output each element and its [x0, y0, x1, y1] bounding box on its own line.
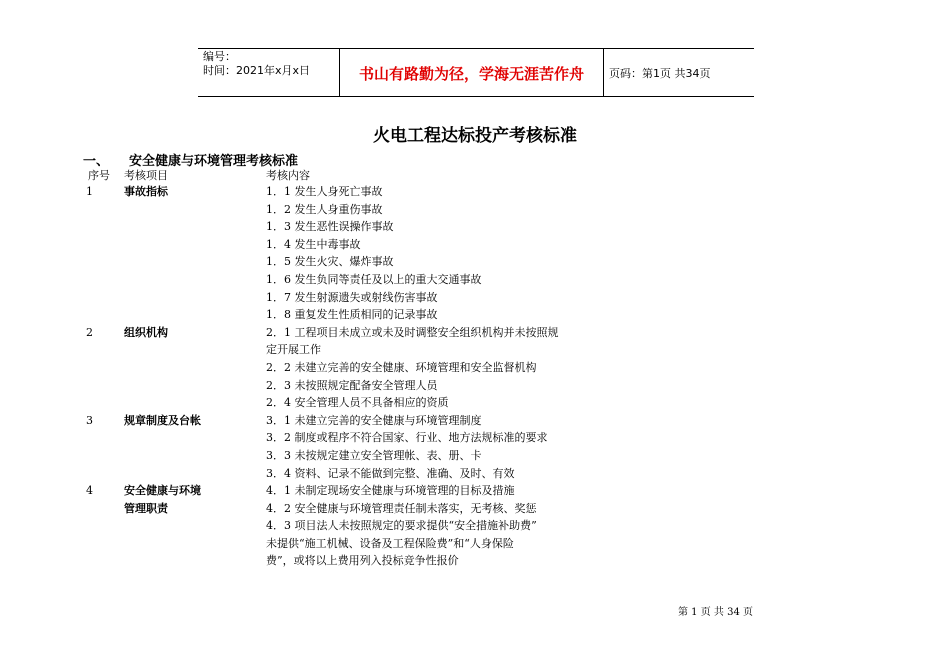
- row-category: 组织机构: [124, 325, 168, 339]
- content-item: 1．8 重复发生性质相同的记录事故: [266, 308, 438, 322]
- number-label: 编号：: [203, 50, 236, 63]
- content-item: 3．4 资料、记录不能做到完整、准确、及时、有效: [266, 466, 515, 480]
- content-item: 1．7 发生射源遗失或射线伤害事故: [266, 290, 438, 304]
- content-item: 4．2 安全健康与环境管理责任制未落实，无考核、奖惩: [266, 501, 537, 515]
- content-item: 1．1 发生人身死亡事故: [266, 185, 383, 198]
- row-category-continued: 管理职责: [124, 501, 168, 515]
- content-item: 2．2 未建立完善的安全健康、环境管理和安全监督机构: [266, 360, 537, 374]
- content-item: 费”，或将以上费用列入投标竞争性报价: [266, 554, 459, 568]
- section-title: 安全健康与环境管理考核标准: [129, 154, 299, 169]
- column-header-category: 考核项目: [124, 169, 168, 182]
- content-item: 未提供“施工机械、设备及工程保险费”和“人身保险: [266, 536, 514, 550]
- content-item: 4．1 未制定现场安全健康与环境管理的目标及措施: [266, 484, 515, 498]
- header-page-label: 页码：第1页 共34页: [609, 67, 711, 80]
- document-title: 火电工程达标投产考核标准: [373, 126, 577, 146]
- content-item: 2．4 安全管理人员不具备相应的资质: [266, 396, 449, 410]
- time-label: 时间：2021年x月x日: [203, 64, 311, 77]
- content-item: 2．3 未按照规定配备安全管理人员: [266, 378, 438, 392]
- content-item: 1．5 发生火灾、爆炸事故: [266, 255, 394, 269]
- content-item: 2．1 工程项目未成立或未及时调整安全组织机构并未按照规: [266, 325, 559, 339]
- column-header-no: 序号: [88, 169, 110, 182]
- content-item: 定开展工作: [266, 343, 321, 357]
- content-item: 4．3 项目法人未按照规定的要求提供“安全措施补助费”: [266, 519, 537, 533]
- row-category: 事故指标: [124, 185, 168, 198]
- row-number: 3: [86, 413, 93, 427]
- content-item: 1．2 发生人身重伤事故: [266, 202, 383, 216]
- header-bottom-rule: [198, 96, 754, 97]
- row-category: 规章制度及台帐: [124, 413, 201, 427]
- row-number: 4: [86, 484, 93, 498]
- content-item: 1．4 发生中毒事故: [266, 237, 361, 251]
- page-footer: 第 1 页 共 34 页: [678, 607, 753, 618]
- header-divider-right: [603, 48, 604, 96]
- row-number: 1: [86, 185, 93, 198]
- content-item: 3．3 未按规定建立安全管理帐、表、册、卡: [266, 448, 482, 462]
- section-number: 一、: [83, 154, 110, 169]
- row-number: 2: [86, 325, 93, 339]
- standards-table: [0, 183, 950, 570]
- row-category: 安全健康与环境: [124, 484, 201, 498]
- header-motto: 书山有路勤为径，学海无涯苦作舟: [358, 65, 584, 83]
- content-item: 3．1 未建立完善的安全健康与环境管理制度: [266, 413, 482, 427]
- content-item: 1．3 发生恶性误操作事故: [266, 220, 394, 234]
- header-meta: [203, 50, 337, 78]
- content-item: 1．6 发生负同等责任及以上的重大交通事故: [266, 272, 482, 286]
- column-header-content: 考核内容: [266, 169, 310, 182]
- content-item: 3．2 制度或程序不符合国家、行业、地方法规标准的要求: [266, 431, 548, 445]
- header-top-rule: [198, 48, 754, 49]
